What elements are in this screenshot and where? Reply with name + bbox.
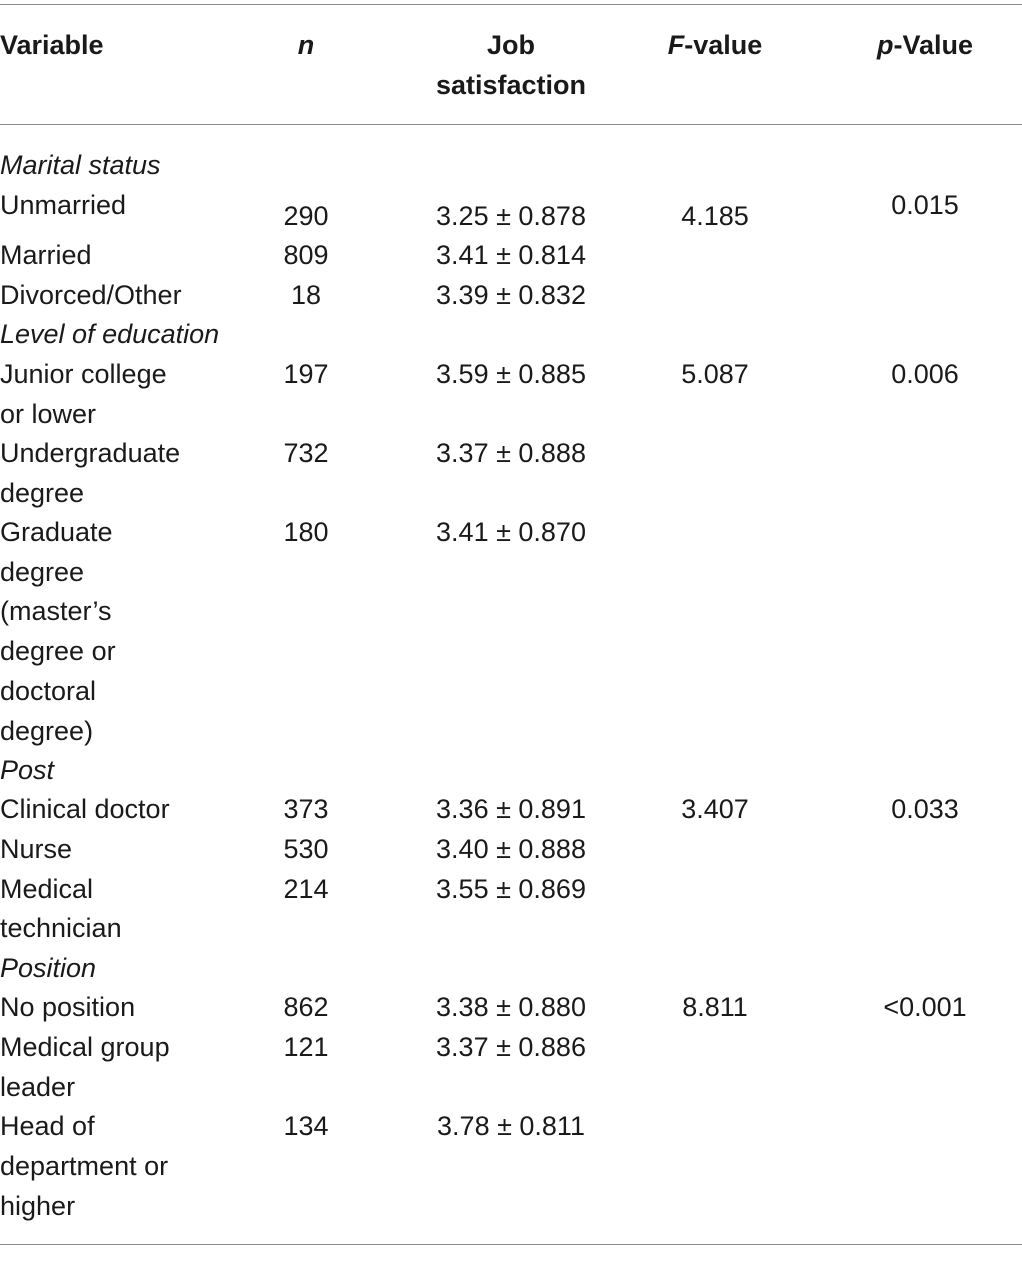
row-label: Medical (0, 874, 94, 904)
group-title: Marital status (0, 150, 161, 180)
cell-job-satisfaction: 3.40 ± 0.888 (436, 834, 586, 864)
cell-n: 18 (290, 280, 322, 310)
row-label-cont: degree or (0, 636, 116, 666)
cell-f-value: 3.407 (681, 794, 749, 824)
cell-n: 134 (283, 1111, 329, 1141)
header-n: n (297, 30, 315, 60)
row-label-cont: degree (0, 557, 85, 587)
cell-f-value: 5.087 (681, 359, 749, 389)
bottom-rule (0, 1244, 1022, 1245)
cell-n: 373 (283, 794, 329, 824)
cell-job-satisfaction: 3.36 ± 0.891 (436, 794, 586, 824)
group-title: Post (0, 755, 55, 785)
cell-p-value: 0.033 (891, 794, 959, 824)
cell-job-satisfaction: 3.59 ± 0.885 (436, 359, 586, 389)
cell-n: 530 (283, 834, 329, 864)
cell-n: 180 (283, 517, 329, 547)
cell-n: 214 (283, 874, 329, 904)
cell-job-satisfaction: 3.37 ± 0.886 (436, 1032, 586, 1062)
header-rule (0, 124, 1022, 125)
cell-job-satisfaction: 3.38 ± 0.880 (436, 992, 586, 1022)
row-label: Married (0, 240, 92, 270)
cell-job-satisfaction: 3.78 ± 0.811 (437, 1111, 585, 1141)
row-label-cont: leader (0, 1072, 76, 1102)
row-label-cont: technician (0, 913, 122, 943)
row-label: Clinical doctor (0, 794, 170, 824)
row-label: No position (0, 992, 136, 1022)
header-job-line2: satisfaction (435, 70, 587, 100)
header-f-value: F-value (667, 30, 763, 60)
cell-job-satisfaction: 3.41 ± 0.870 (436, 517, 586, 547)
row-label: Undergraduate (0, 438, 181, 468)
row-label-cont: higher (0, 1191, 76, 1221)
cell-p-value: <0.001 (883, 992, 967, 1022)
cell-f-value: 8.811 (682, 992, 748, 1022)
cell-job-satisfaction: 3.37 ± 0.888 (436, 438, 586, 468)
cell-job-satisfaction: 3.25 ± 0.878 (436, 201, 586, 231)
row-label: Head of (0, 1111, 95, 1141)
row-label: Junior college (0, 359, 167, 389)
cell-n: 121 (283, 1032, 329, 1062)
row-label-cont: (master’s (0, 596, 112, 626)
header-job-line1: Job (486, 30, 536, 60)
group-title: Position (0, 953, 97, 983)
header-variable: Variable (0, 30, 104, 60)
cell-n: 809 (283, 240, 329, 270)
cell-f-value: 4.185 (681, 201, 749, 231)
cell-job-satisfaction: 3.55 ± 0.869 (436, 874, 586, 904)
cell-n: 197 (283, 359, 329, 389)
group-title: Level of education (0, 319, 220, 349)
cell-n: 732 (283, 438, 329, 468)
cell-p-value: 0.015 (891, 190, 959, 220)
cell-job-satisfaction: 3.41 ± 0.814 (436, 240, 586, 270)
row-label: Medical group (0, 1032, 170, 1062)
row-label: Unmarried (0, 190, 127, 220)
row-label-cont: degree) (0, 716, 94, 746)
row-label: Graduate (0, 517, 113, 547)
row-label-cont: department or (0, 1151, 169, 1181)
row-label: Divorced/Other (0, 280, 182, 310)
header-p-value: p-Value (876, 30, 974, 60)
row-label-cont: or lower (0, 399, 97, 429)
cell-job-satisfaction: 3.39 ± 0.832 (436, 280, 586, 310)
top-rule (0, 4, 1022, 5)
cell-p-value: 0.006 (891, 359, 959, 389)
cell-n: 862 (283, 992, 329, 1022)
cell-n: 290 (283, 201, 329, 231)
row-label-cont: degree (0, 478, 85, 508)
row-label: Nurse (0, 834, 73, 864)
row-label-cont: doctoral (0, 676, 97, 706)
